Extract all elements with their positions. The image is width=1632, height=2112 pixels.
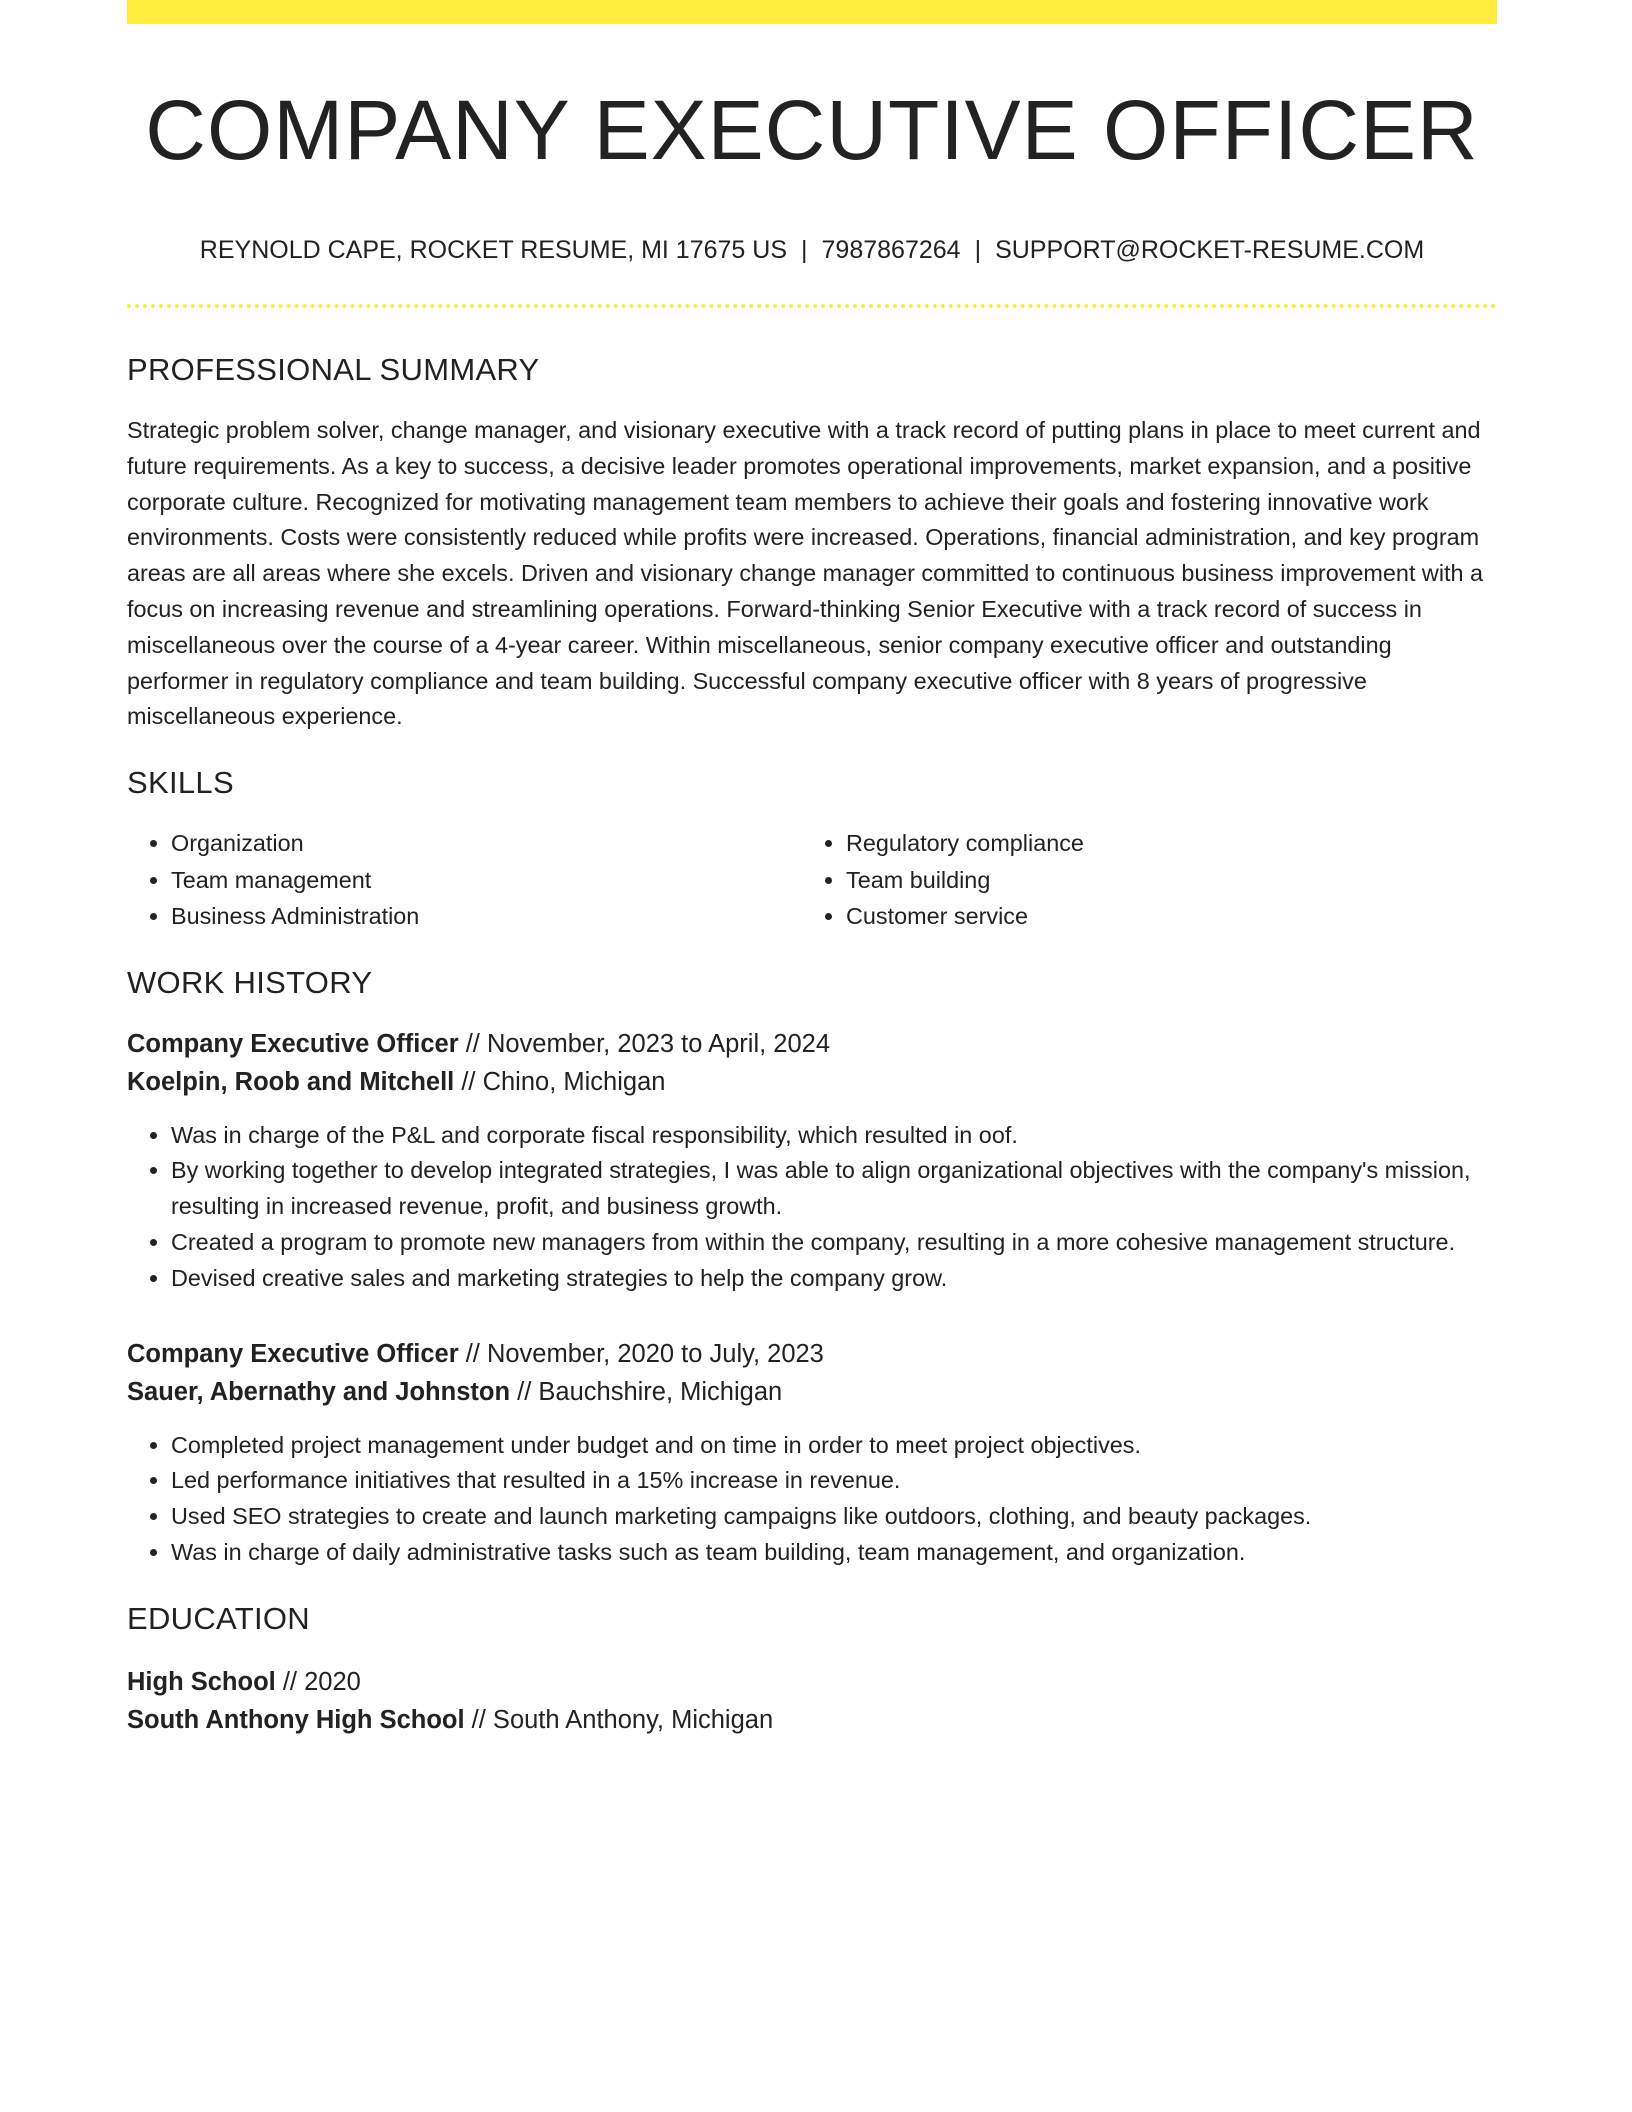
job-title: Company Executive Officer bbox=[127, 1029, 459, 1058]
skills-heading: SKILLS bbox=[127, 765, 234, 801]
job-entry bbox=[127, 1025, 1497, 1297]
resume-title: COMPANY EXECUTIVE OFFICER bbox=[145, 83, 1479, 177]
education-degree-line bbox=[127, 1663, 1497, 1702]
job-company-line bbox=[127, 1373, 1497, 1412]
job-bullet: • By working together to develop integrated strategies, I was able to align organizational objectives with the company's mission, resulting in increased revenue, profit, and business growth. bbox=[171, 1153, 1497, 1225]
education-entry bbox=[127, 1663, 1497, 1740]
skills-list bbox=[127, 825, 1497, 935]
skill-item: • Customer service bbox=[846, 898, 1477, 935]
job-bullet: • Was in charge of daily administrative tasks such as team building, team management, and organization. bbox=[171, 1535, 1497, 1571]
contact-address: REYNOLD CAPE, ROCKET RESUME, MI 17675 US bbox=[199, 236, 788, 264]
education-degree: High School bbox=[127, 1667, 276, 1696]
job-bullet: • Devised creative sales and marketing strategies to help the company grow. bbox=[171, 1261, 1497, 1297]
job-title-line bbox=[127, 1335, 1497, 1374]
contact-email: SUPPORT@ROCKET-RESUME.COM bbox=[995, 236, 1425, 264]
job-company: Koelpin, Roob and Mitchell bbox=[127, 1068, 455, 1097]
contact-separator: | bbox=[801, 236, 808, 264]
job-company-line bbox=[127, 1063, 1497, 1102]
job-dates: // November, 2020 to July, 2023 bbox=[458, 1339, 824, 1368]
job-location: // Chino, Michigan bbox=[454, 1068, 666, 1097]
skill-item: • Business Administration bbox=[171, 898, 802, 935]
job-title-line bbox=[127, 1025, 1497, 1064]
summary-heading: PROFESSIONAL SUMMARY bbox=[127, 352, 540, 387]
job-title: Company Executive Officer bbox=[127, 1339, 459, 1368]
contact-separator: | bbox=[974, 236, 982, 264]
job-bullet: • Led performance initiatives that resulted in a 15% increase in revenue. bbox=[171, 1463, 1497, 1499]
job-bullet: • Was in charge of the P&L and corporate fiscal responsibility, which resulted in oof. bbox=[171, 1118, 1497, 1154]
job-company: Sauer, Abernathy and Johnston bbox=[127, 1378, 511, 1407]
education-heading: EDUCATION bbox=[127, 1600, 310, 1636]
skills-column-right bbox=[802, 825, 1477, 935]
job-entry bbox=[127, 1335, 1497, 1571]
work-history-heading: WORK HISTORY bbox=[127, 964, 373, 1000]
job-bullet: • Created a program to promote new managers from within the company, resulting in a more cohesive management structure. bbox=[171, 1225, 1497, 1261]
skills-column-left bbox=[127, 825, 802, 935]
dotted-divider bbox=[127, 304, 1497, 308]
contact-phone: 7987867264 bbox=[821, 236, 961, 264]
job-bullets bbox=[127, 1118, 1497, 1297]
top-accent-bar bbox=[127, 0, 1497, 24]
education-school: South Anthony High School bbox=[127, 1706, 465, 1735]
job-bullet: • Completed project management under budget and on time in order to meet project objectives. bbox=[171, 1428, 1497, 1464]
contact-line bbox=[127, 234, 1497, 266]
skill-item: • Team management bbox=[171, 862, 802, 899]
job-bullet: • Used SEO strategies to create and launch marketing campaigns like outdoors, clothing, and beauty packages. bbox=[171, 1499, 1497, 1535]
skill-item: • Team building bbox=[846, 862, 1477, 899]
skill-item: • Regulatory compliance bbox=[846, 825, 1477, 862]
summary-text: Strategic problem solver, change manager, and visionary executive with a track record of putting plans in place to meet current and future requirements. As a key to success, a decisive leader promotes operational improvements, market expansion, and a positive corporate culture. Recognized for motivating management team members to achieve their goals and fostering innovative work environments. Costs were consistently reduced while profits were increased. Operations, financial administration, and key program areas are all areas where she excels. Driven and visionary change manager committed to continuous business improvement with a focus on increasing revenue and streamlining operations. Forward-thinking Senior Executive with a track record of success in miscellaneous over the course of a 4-year career. Within miscellaneous, senior company executive officer and outstanding performer in regulatory compliance and team building. Successful company executive officer with 8 years of progressive miscellaneous experience. bbox=[127, 417, 1484, 730]
education-location: // South Anthony, Michigan bbox=[464, 1706, 774, 1735]
job-bullets bbox=[127, 1428, 1497, 1571]
skill-item: • Organization bbox=[171, 825, 802, 862]
resume-page bbox=[127, 0, 1497, 1740]
job-dates: // November, 2023 to April, 2024 bbox=[458, 1029, 831, 1058]
education-year: // 2020 bbox=[275, 1667, 361, 1696]
job-location: // Bauchshire, Michigan bbox=[510, 1378, 783, 1407]
education-school-line bbox=[127, 1701, 1497, 1740]
